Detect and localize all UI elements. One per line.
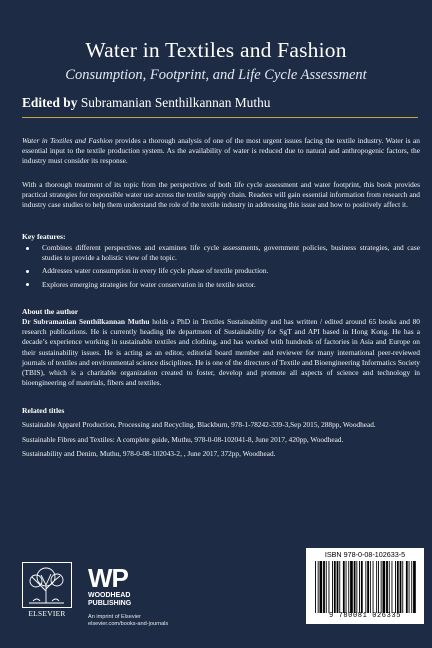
related-title-item: Sustainable Apparel Production, Processing and Recycling, Blackburn, 978-1-78242-339-3,Sep 2015, 288pp, Woodhead.: [22, 420, 376, 429]
barcode-bar: [361, 561, 363, 613]
key-features-list: [22, 243, 420, 293]
bullet-icon: [26, 247, 29, 250]
intro-paragraph: [22, 136, 420, 167]
barcode-bar: [343, 561, 345, 613]
barcode-bar: [402, 561, 403, 613]
barcode-bar: [392, 561, 393, 613]
barcode-bar: [370, 561, 371, 613]
author-bio: [22, 317, 420, 388]
barcode-bar: [373, 561, 374, 613]
related-title-item: Sustainability and Denim, Muthu, 978-0-08-102043-2, , June 2017, 372pp, Woodhead.: [22, 449, 276, 459]
barcode-bar: [411, 561, 412, 613]
barcode-bar: [346, 561, 347, 613]
editor-line: [22, 95, 271, 111]
barcode-bar: [365, 561, 366, 613]
barcode-bar: [320, 561, 323, 613]
barcode-bar: [326, 561, 327, 613]
barcode-number: 9 780081 026335: [328, 612, 401, 620]
barcode-bar: [413, 561, 416, 613]
barcode-bar: [332, 561, 333, 613]
barcode-bar: [348, 561, 349, 613]
barcode-bar: [323, 561, 325, 613]
barcode-bar: [386, 561, 388, 613]
barcode-bar: [395, 561, 396, 613]
intro-text: provides a thorough analysis of one of the most urgent issues facing the textile industry. Water is an essential input to the textile production system. As the availability of water is reduced due to natural and anthropogenic factors, the industry must consider its response.: [22, 136, 420, 166]
tree-icon: [23, 563, 70, 606]
barcode-bar: [400, 561, 402, 613]
related-title-item: Sustainable Fibres and Textiles: A complete guide, Muthu, 978-0-08-102041-8, June 2017, 420pp, Woodhead.: [22, 434, 344, 444]
barcode-panel: [306, 548, 424, 624]
barcode-bar: [334, 561, 336, 613]
elsevier-label: ELSEVIER: [28, 609, 66, 618]
barcode-bar: [359, 561, 360, 613]
isbn-label: ISBN 978-0-08-102633-5: [324, 550, 406, 559]
bullet-icon: [26, 270, 29, 273]
key-feature-item: Addresses water consumption in every life cycle phase of textile production.: [22, 266, 420, 276]
barcode-bar: [381, 561, 382, 613]
barcode-bar: [315, 561, 316, 613]
elsevier-tree-logo: [22, 562, 72, 608]
key-features-heading: Key features:: [22, 232, 66, 241]
intro-book-title: Water in Textiles and Fashion: [22, 136, 113, 145]
barcode-bars: [314, 561, 418, 613]
related-titles-list: [22, 420, 422, 464]
barcode-bar: [397, 561, 399, 613]
barcode-bar: [367, 561, 369, 613]
woodhead-wp-logo: WP: [88, 563, 128, 593]
editor-name: Subramanian Senthilkannan Muthu: [80, 95, 271, 110]
barcode-bar: [318, 561, 319, 613]
barcode-bar: [329, 561, 330, 613]
barcode-bar: [354, 561, 356, 613]
key-feature-item: Combines different perspectives and examines life cycle assessments, government policies, business strategies, and case studies to provide a holistic view of the topic.: [22, 243, 420, 263]
barcode-bar: [356, 561, 357, 613]
bullet-icon: [26, 283, 29, 286]
description-paragraph: [22, 180, 420, 211]
editor-prefix: Edited by: [22, 95, 78, 110]
imprint-text: An imprint of Elsevier elsevier.com/books-and-journals: [88, 614, 169, 627]
barcode-bar: [406, 561, 408, 613]
barcode-bar: [378, 561, 379, 613]
woodhead-name: WOODHEAD PUBLISHING: [88, 592, 132, 607]
barcode-bar: [339, 561, 340, 613]
author-text: holds a PhD in Textiles Sustainability and has written / edited around 65 books and 80 research publications. He is currently heading the department of Sustainability for SgT and API based in Hong Kong. He has a decade’s experience working in sustainable textiles and clothing, and has worked with hundreds of factories in Asia and Europe on their sustainability issues. He is acting as an editor, editorial board member and reviewer for many international peer-reviewed journals of textiles and environmental science disciplines. He is one of the directors of Textile and Bioengineering Informatics Society (TBIS), which is a charitable organization created to foster, develop and promote all aspects of science and technology in bioengineering of materials, fibers and textiles.: [22, 317, 420, 388]
related-titles-heading: Related titles: [22, 406, 65, 415]
book-title: Water in Textiles and Fashion: [85, 38, 347, 62]
barcode-bar: [409, 561, 410, 613]
book-subtitle: Consumption, Footprint, and Life Cycle Assessment: [65, 67, 367, 83]
title-divider: [22, 117, 418, 118]
barcode-bar: [389, 561, 390, 613]
author-heading: About the author: [22, 307, 79, 316]
barcode-bar: [337, 561, 339, 613]
barcode-bar: [376, 561, 377, 613]
barcode-bar: [383, 561, 386, 613]
key-feature-item: Explores emerging strategies for water conservation in the textile sector.: [22, 280, 420, 290]
description-text: With a thorough treatment of its topic from the perspectives of both life cycle assessment and water footprint, this book provides practical strategies for responsible water use across the textile supply chain. Readers will gain essential information from research and industry case studies to help them understand the role of the textile industry in addressing this issue and how to positively affect it.: [22, 180, 420, 210]
barcode-bar: [350, 561, 353, 613]
author-name: Dr Subramanian Senthilkannan Muthu: [22, 317, 150, 326]
